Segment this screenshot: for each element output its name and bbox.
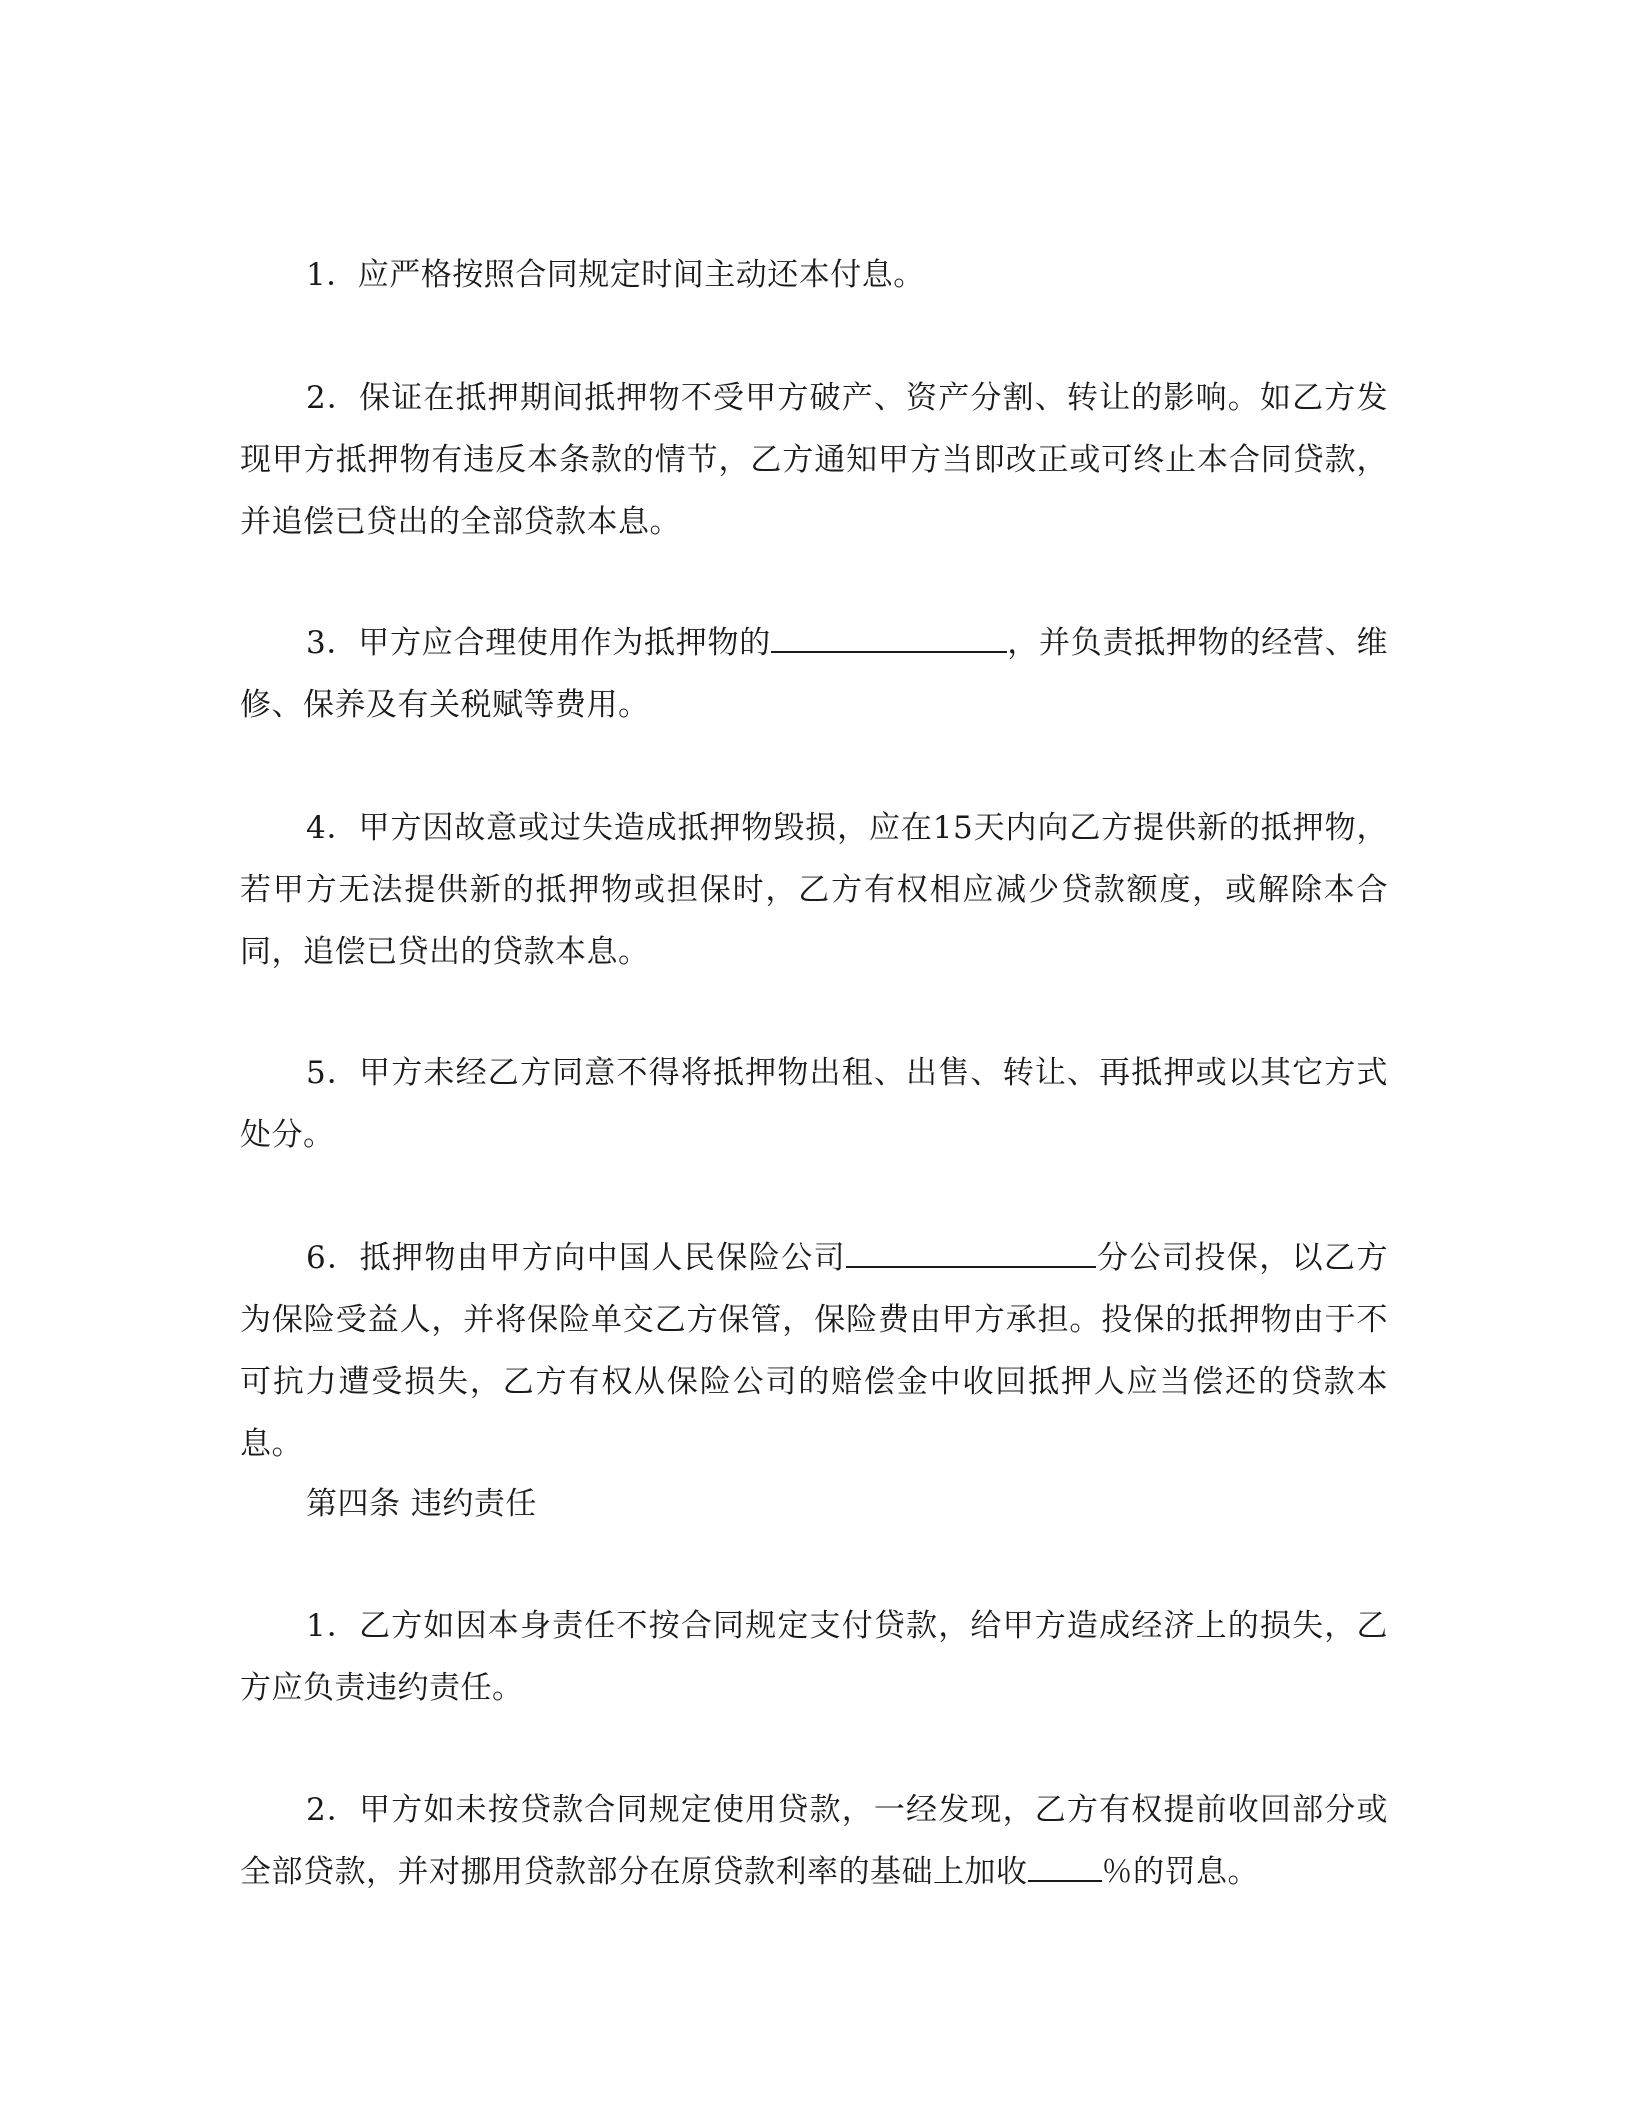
paragraph-6 — [240, 1227, 1388, 1475]
paragraph-1 — [240, 244, 1388, 306]
paragraph-5-text: 5．甲方未经乙方同意不得将抵押物出租、出售、转让、再抵押或以其它方式处分。 — [240, 1055, 1388, 1153]
paragraph-5 — [240, 1042, 1388, 1166]
paragraph-3 — [240, 612, 1388, 736]
article-4-heading-text: 第四条 违约责任 — [306, 1486, 537, 1522]
fill-in-blank-insurance-branch[interactable] — [846, 1240, 1096, 1268]
article-4-heading — [240, 1473, 1388, 1535]
liability-paragraph-1 — [240, 1595, 1388, 1719]
paragraph-6-after: 分公司投保，以乙方为保险受益人，并将保险单交乙方保管，保险费由甲方承担。投保的抵押物由于不可抗力遭受损失，乙方有权从保险公司的赔偿金中收回抵押人应当偿还的贷款本息。 — [240, 1240, 1388, 1462]
liability-paragraph-1-text: 1．乙方如因本身责任不按合同规定支付贷款，给甲方造成经济上的损失，乙方应负责违约责任。 — [240, 1608, 1388, 1706]
fill-in-blank-penalty-rate[interactable] — [1028, 1854, 1102, 1882]
paragraph-1-text: 1．应严格按照合同规定时间主动还本付息。 — [306, 257, 925, 293]
paragraph-6-text — [240, 1227, 1388, 1475]
fill-in-blank-collateral[interactable] — [771, 625, 1007, 653]
paragraph-6-before: 6．抵押物由甲方向中国人民保险公司 — [306, 1240, 847, 1276]
liability-paragraph-2 — [240, 1779, 1388, 1903]
paragraph-3-after: ，并负责抵押物的经营、维修、保养及有关税赋等费用。 — [240, 625, 1388, 723]
paragraph-4-text: 4．甲方因故意或过失造成抵押物毁损，应在15天内向乙方提供新的抵押物，若甲方无法提供新的抵押物或担保时，乙方有权相应减少贷款额度，或解除本合同，追偿已贷出的贷款本息。 — [240, 810, 1388, 970]
paragraph-3-before: 3．甲方应合理使用作为抵押物的 — [306, 625, 771, 661]
paragraph-2-text: 2．保证在抵押期间抵押物不受甲方破产、资产分割、转让的影响。如乙方发现甲方抵押物有违反本条款的情节，乙方通知甲方当即改正或可终止本合同贷款，并追偿已贷出的全部贷款本息。 — [240, 380, 1388, 540]
liability-paragraph-2-after: ％的罚息。 — [1101, 1854, 1259, 1890]
liability-paragraph-2-before: 2．甲方如未按贷款合同规定使用贷款，一经发现，乙方有权提前收回部分或全部贷款，并对挪用贷款部分在原贷款利率的基础上加收 — [240, 1792, 1388, 1890]
paragraph-4 — [240, 797, 1388, 983]
paragraph-2 — [240, 367, 1388, 553]
paragraph-3-text — [240, 612, 1388, 736]
liability-paragraph-2-text — [240, 1779, 1388, 1903]
